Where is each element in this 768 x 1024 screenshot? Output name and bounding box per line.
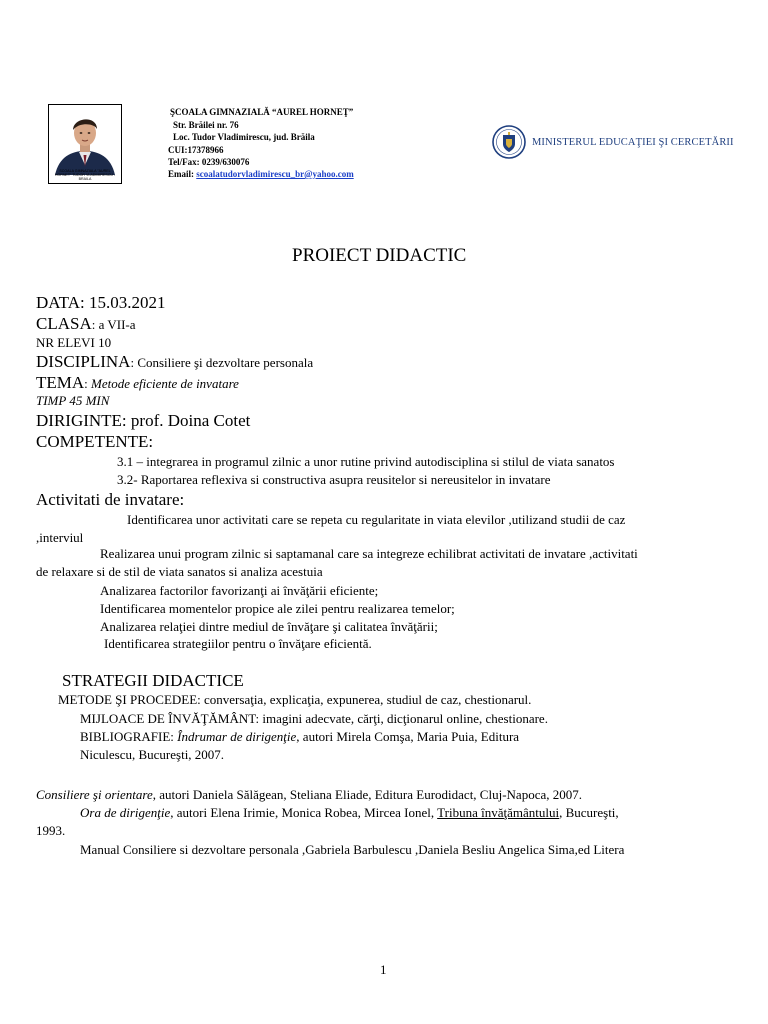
activitate-item: Analizarea relaţiei dintre mediul de învăţare şi calitatea învăţării; bbox=[100, 619, 438, 634]
bib3-title: Ora de dirigenţie bbox=[80, 805, 171, 820]
ministry-name: MINISTERUL EDUCAŢIEI ŞI CERCETĂRII bbox=[532, 136, 734, 148]
activitate-item-cont: ,interviul bbox=[36, 530, 84, 545]
activitate-item: Analizarea factorilor favorizanţi ai învăţării eficiente; bbox=[100, 583, 379, 598]
school-email-line bbox=[168, 169, 354, 180]
bib2-title: Consiliere şi orientare bbox=[36, 787, 153, 802]
activitate-item-cont: de relaxare si de stil de viata sanatos si analiza acestuia bbox=[36, 564, 323, 579]
school-logo bbox=[48, 104, 122, 184]
data-label: DATA: bbox=[36, 293, 85, 312]
bib3-line2: 1993. bbox=[36, 823, 66, 838]
ministry-logo bbox=[492, 124, 734, 160]
activitate-item: Identificarea strategiilor pentru o învăţare eficientă. bbox=[104, 636, 372, 651]
competente-colon: : bbox=[148, 432, 154, 451]
bib2-rest: , autori Daniela Sălăgean, Steliana Eliade, Editura Eurodidact, Cluj-Napoca, 2007. bbox=[152, 787, 582, 802]
activitate-item: Identificarea unor activitati care se repeta cu regularitate in viata elevilor ,utilizand studii de caz bbox=[127, 512, 626, 527]
bib3-rest-c: , Bucureşti, bbox=[559, 805, 619, 820]
competenta-item: 3.1 – integrarea in programul zilnic a unor rutine privind autodisciplina si stilul de viata sanatos bbox=[117, 454, 615, 469]
tema-label: TEMA bbox=[36, 373, 85, 392]
bib2-line bbox=[36, 786, 582, 803]
diriginte-value: prof. Doina Cotet bbox=[126, 411, 251, 430]
bibliografie-label: BIBLIOGRAFIE: bbox=[80, 729, 178, 744]
tema-colon: : bbox=[84, 376, 92, 391]
page-number: 1 bbox=[380, 962, 387, 977]
activitati-heading: Activitati de invatare: bbox=[36, 490, 185, 509]
bib4-line: Manual Consiliere si dezvoltare personala ,Gabriela Barbulescu ,Daniela Besliu Angelica Sima,ed Litera bbox=[80, 842, 625, 857]
metode-line: METODE ŞI PROCEDEE: conversaţia, explicaţia, expunerea, studiul de caz, chestionarul. bbox=[58, 692, 532, 707]
clasa-label: CLASA bbox=[36, 314, 92, 333]
ministry-emblem-icon bbox=[492, 125, 526, 159]
timp: TIMP 45 MIN bbox=[36, 393, 110, 408]
bib1-line2: Niculescu, Bucureşti, 2007. bbox=[80, 747, 225, 762]
disciplina-line bbox=[36, 352, 313, 372]
tema-value: Metode eficiente de invatare bbox=[91, 376, 239, 391]
school-name: ŞCOALA GIMNAZIALĂ “AUREL HORNEŢ” bbox=[170, 107, 354, 117]
bib3-rest-b: Tribuna învăţământului bbox=[437, 805, 560, 820]
school-telfax: Tel/Fax: 0239/630076 bbox=[168, 157, 250, 167]
activitate-item: Realizarea unui program zilnic si saptamanal care sa integreze echilibrat activitati de invatare ,activitati bbox=[100, 546, 638, 561]
competente-label: COMPETENTE bbox=[36, 432, 149, 451]
competenta-item: 3.2- Raportarea reflexiva si constructiva asupra reusitelor si nereusitelor in invatare bbox=[117, 472, 551, 487]
activitate-item: Identificarea momentelor propice ale zilei pentru realizarea temelor; bbox=[100, 601, 455, 616]
data-value: 15.03.2021 bbox=[84, 293, 166, 312]
strategii-heading: STRATEGII DIDACTICE bbox=[62, 671, 244, 690]
disciplina-value: : Consiliere şi dezvoltare personala bbox=[130, 355, 314, 370]
disciplina-label: DISCIPLINA bbox=[36, 352, 131, 371]
bib3-line bbox=[80, 804, 619, 821]
email-label: Email: bbox=[168, 169, 197, 179]
diriginte-label: DIRIGINTE: bbox=[36, 411, 127, 430]
portrait-icon bbox=[49, 105, 121, 175]
data-line bbox=[36, 293, 165, 313]
clasa-value: : a VII-a bbox=[91, 317, 136, 332]
school-city: Loc. Tudor Vladimirescu, jud. Brăila bbox=[173, 132, 315, 142]
school-cui: CUI:17378966 bbox=[168, 145, 224, 155]
competente-heading bbox=[36, 432, 153, 452]
mijloace-line: MIJLOACE DE ÎNVĂŢĂMÂNT: imagini adecvate, cărţi, dicţionarul online, chestionare. bbox=[80, 711, 548, 726]
page-title: PROIECT DIDACTIC bbox=[292, 245, 467, 266]
bib1-rest: , autori Mirela Comşa, Maria Puia, Editura bbox=[296, 729, 520, 744]
bib3-rest-a: , autori Elena Irimie, Monica Robea, Mircea Ionel, bbox=[170, 805, 438, 820]
email-link[interactable]: scoalatudorvladimirescu_br@yahoo.com bbox=[196, 169, 354, 179]
school-street: Str. Brăilei nr. 76 bbox=[173, 120, 239, 130]
logo-caption: SCOALA GIMNAZIALA "AUREL HORNET" TUDOR VLADIMIRESCU - BRAILA bbox=[54, 169, 116, 181]
bib1-title: Îndrumar de dirigenţie bbox=[177, 729, 297, 744]
tema-line bbox=[36, 373, 239, 393]
diriginte-line bbox=[36, 411, 250, 431]
clasa-line bbox=[36, 314, 136, 334]
nr-elevi: NR ELEVI 10 bbox=[36, 335, 112, 350]
bibliografie-line bbox=[80, 728, 519, 745]
